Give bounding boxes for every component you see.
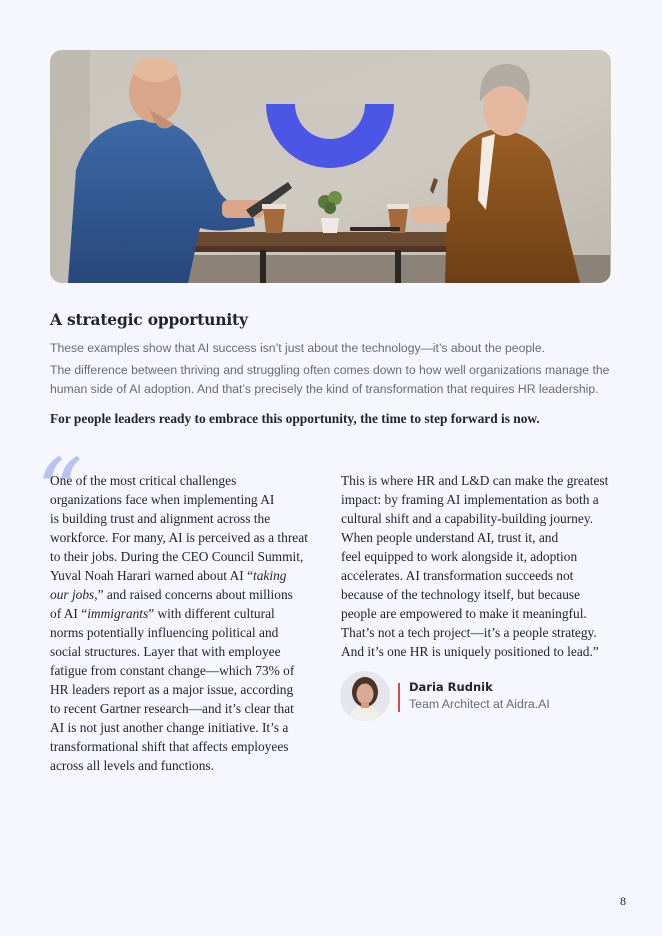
author-name: Daria Rudnik <box>409 680 493 694</box>
quote-left-emphasis-2: immigrants <box>87 606 149 621</box>
avatar <box>340 671 390 721</box>
hero-photo <box>50 50 611 283</box>
quote-left-part-3: ” with different cultural norms potentially influencing political and social structures. Layer that with employee fatigue from constant change—which 73% of HR leaders report as a major issue, according to recent Gartner research—and it’s clear that AI is not just another change initiative. It’s a transformational shift that affects employees across all levels and functions. <box>50 606 295 773</box>
author-divider <box>398 683 400 712</box>
callout-text: For people leaders ready to embrace this opportunity, the time to step forward is now. <box>50 411 540 426</box>
author-role: Team Architect at Aidra.AI <box>409 697 550 711</box>
quote-left-column <box>50 471 330 775</box>
quote-mark-icon: “ <box>36 439 84 546</box>
author-attribution <box>340 671 600 723</box>
intro-paragraph-2: The difference between thriving and struggling often comes down to how well organizations manage the human side of AI adoption. And that’s precisely the kind of transformation that requires HR leadership. <box>50 363 610 396</box>
quote-left-emphasis-1: taking our jobs <box>50 568 287 602</box>
intro-paragraph-1: These examples show that AI success isn’t just about the technology—it’s about the people. <box>50 341 546 355</box>
section-heading: A strategic opportunity <box>50 310 248 329</box>
quote-right-column: This is where HR and L&D can make the greatest impact: by framing AI implementation as both a cultural shift and a capability-building journey. When people understand AI, trust it, and feel equipped to work alongside it, adoption accelerates. AI transformation succeeds not because of the technology itself, but because people are empowered to make it meaningful. That’s not a tech project—it’s a people strategy. And it’s one HR is uniquely positioned to lead.” <box>341 473 609 659</box>
quote-left-part-2: ,” and raised concerns about millions of AI “ <box>50 587 293 621</box>
page-number: 8 <box>620 894 626 908</box>
quote-left-part-1: One of the most critical challenges organizations face when implementing AI is building trust and alignment across the workforce. For many, AI is perceived as a threat to their jobs. During the CEO Council Summit, Yuval Noah Harari warned about AI “ <box>50 473 308 583</box>
